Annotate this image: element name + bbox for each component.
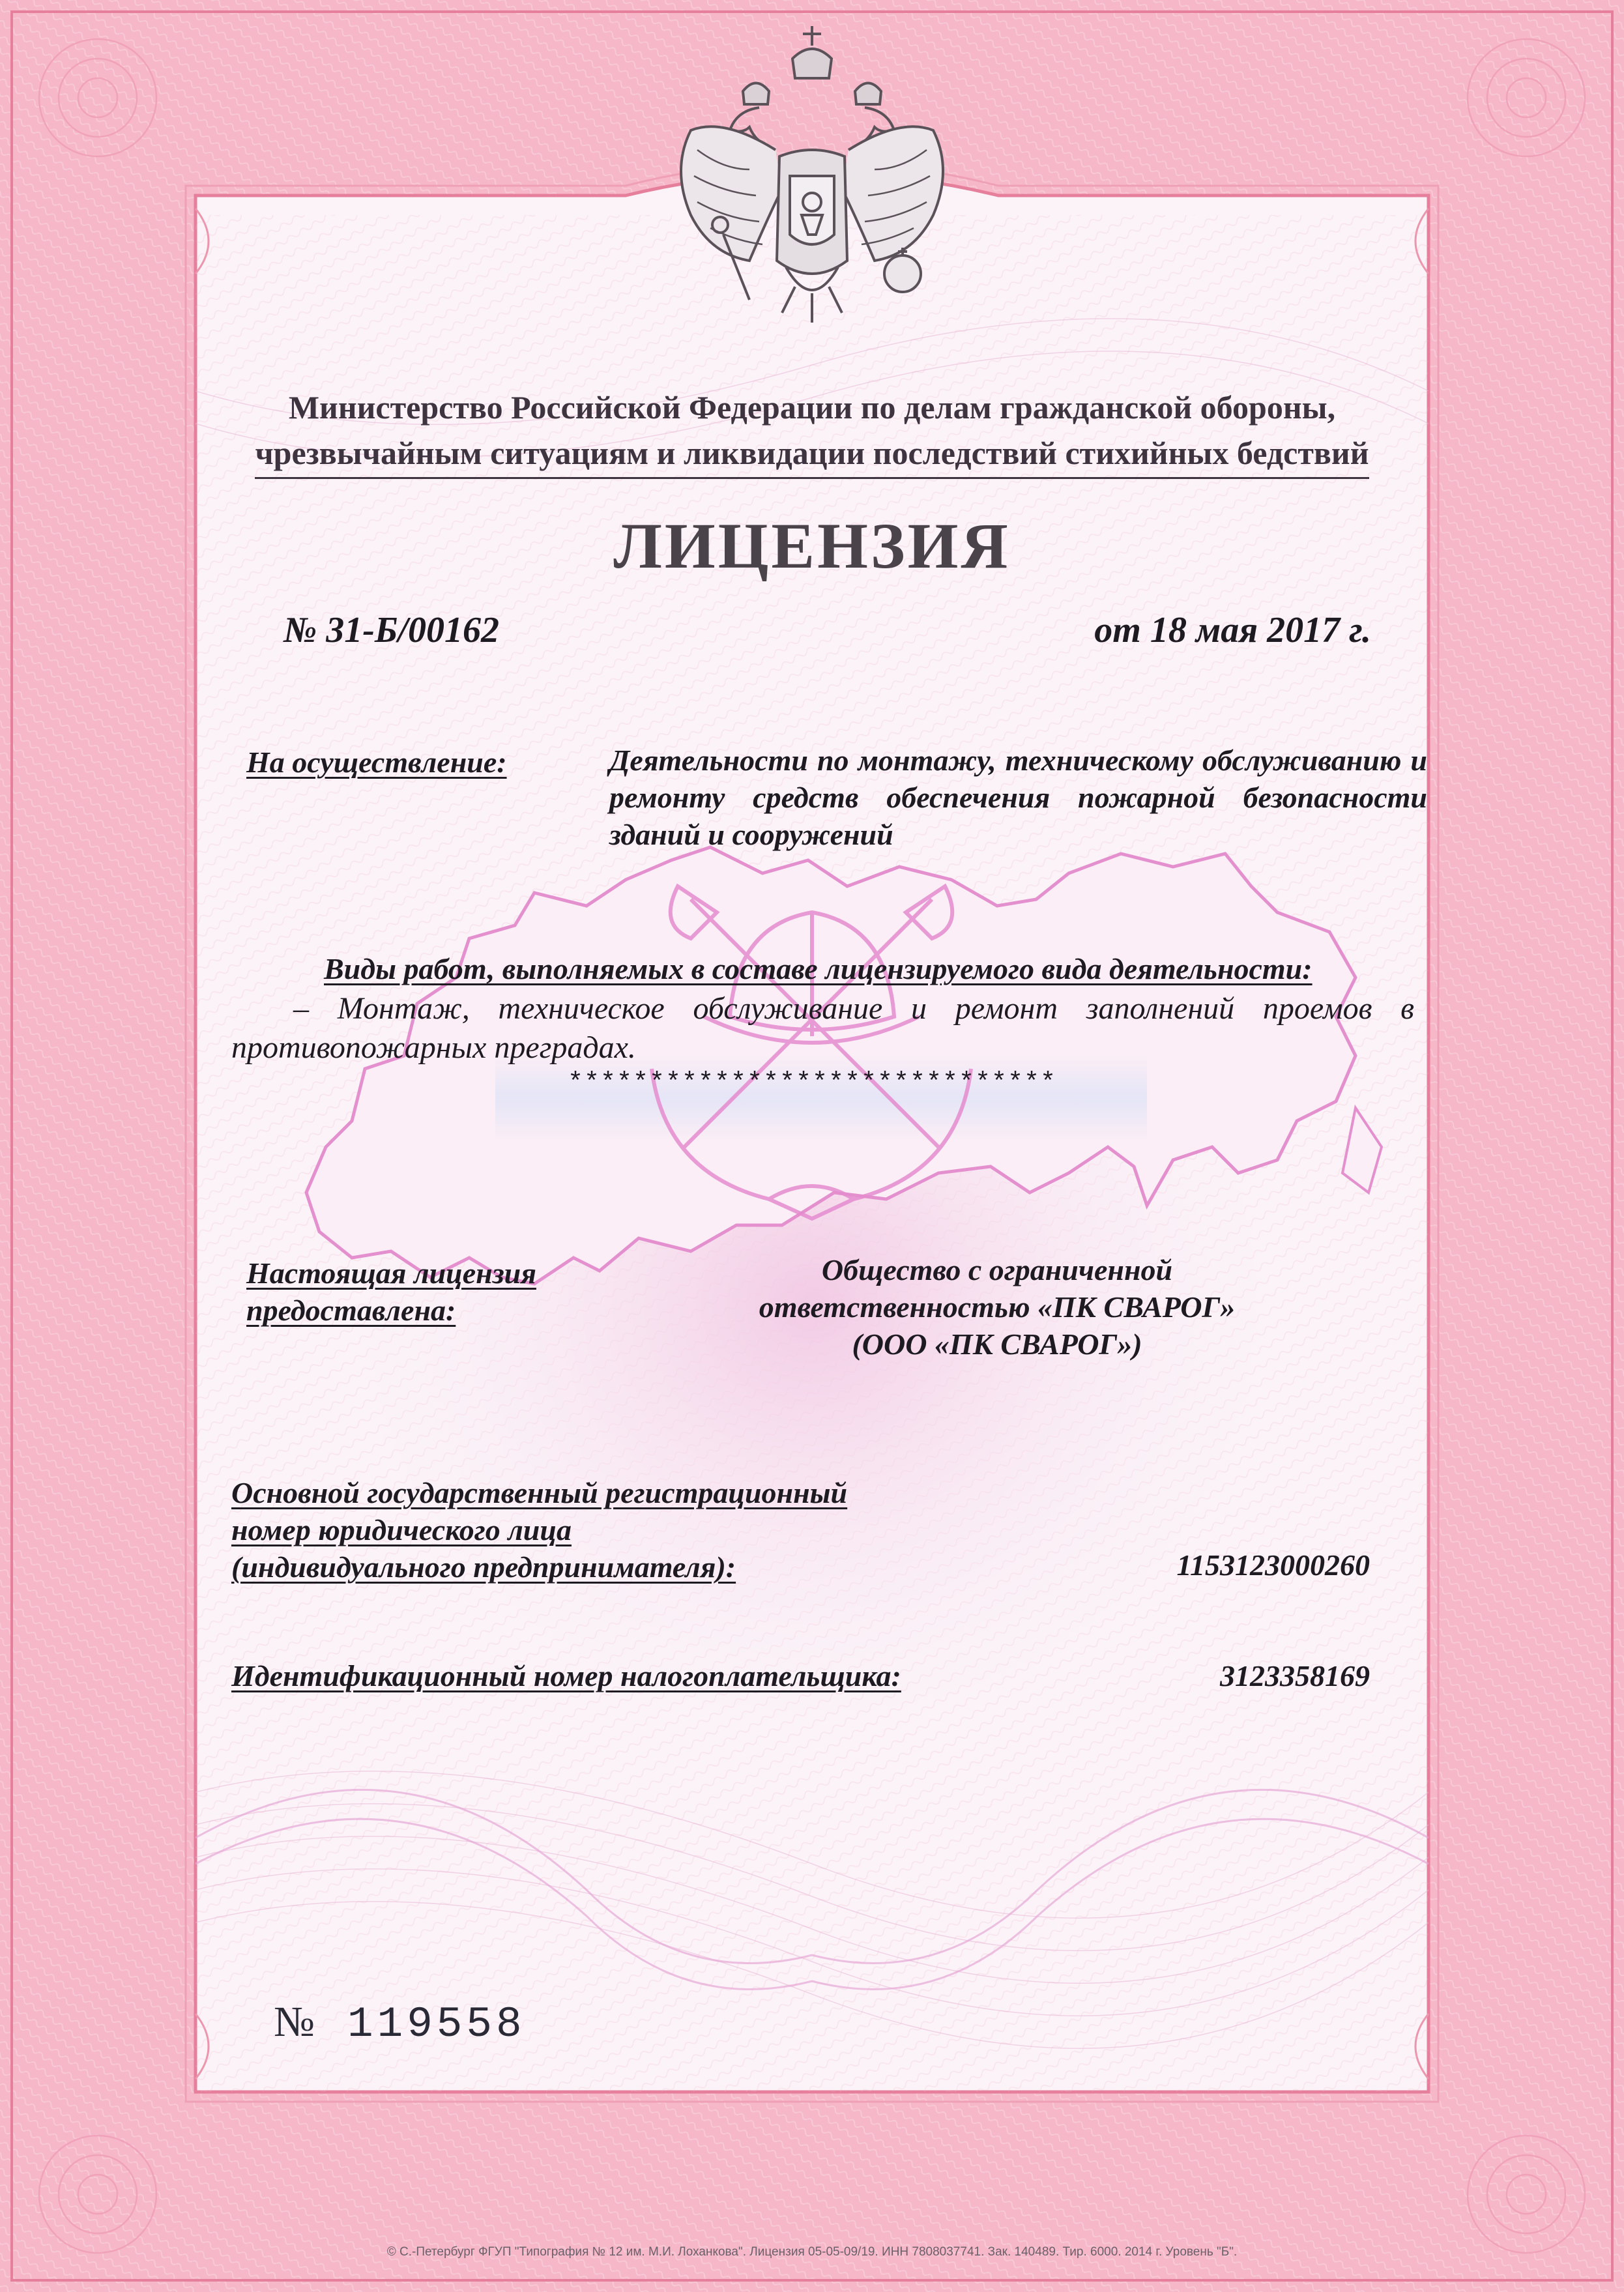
inn-value: 3123358169 [1220,1659,1370,1692]
inn-label: Идентификационный номер налогоплательщика: [231,1659,901,1692]
separator-stars: ****************************** [567,1069,1057,1098]
ogrn-label-line-2: номер юридического лица [231,1513,572,1546]
ministry-name [0,384,1624,479]
works-text: – Монтаж, техническое обслуживание и ремонт заполнений проемов в противопожарных преградах. [231,991,1414,1065]
purpose-text: Деятельности по монтажу, техническому обслуживанию и ремонту средств обеспечения пожарной безопасности зданий и сооружений [609,744,1427,851]
ogrn-label [231,1474,847,1586]
company-name [717,1251,1277,1363]
company-line-1: Общество с ограниченной [821,1253,1173,1286]
ministry-line-2: чрезвычайным ситуациям и ликвидации последствий стихийных бедствий [255,430,1369,479]
license-number: № 31-Б/00162 [283,610,500,650]
ministry-line-1: Министерство Российской Федерации по делам гражданской обороны, [288,389,1336,426]
grantee-label [246,1255,536,1329]
ogrn-label-line-3: (индивидуального предпринимателя): [231,1550,736,1584]
company-line-2: ответственностью «ПК СВАРОГ» [759,1290,1236,1324]
license-date: от 18 мая 2017 г. [1094,610,1371,650]
printer-imprint: © С.-Петербург ФГУП "Типография № 12 им. М.И. Лоханкова". Лицензия 05-05-09/19. ИНН 7808037741. Зак. 140489. Тир. 6000. 2014 г. Уровень "Б". [386,2245,1238,2259]
document-title: ЛИЦЕНЗИЯ [613,510,1011,582]
company-line-3: (ООО «ПК СВАРОГ») [852,1327,1142,1361]
purpose-label: На осуществление: [246,746,507,779]
form-serial-value: 119558 [347,2000,526,2049]
grantee-label-line-2: предоставлена: [246,1294,456,1327]
works-label: Виды работ, выполняемых в составе лицензируемого вида деятельности: [324,952,1312,985]
ogrn-value: 1153123000260 [1176,1548,1370,1582]
form-serial-number [274,1997,526,2049]
grantee-label-line-1: Настоящая лицензия [246,1256,536,1290]
ogrn-label-line-1: Основной государственный регистрационный [231,1476,848,1509]
number-sign: № [274,1998,315,2046]
